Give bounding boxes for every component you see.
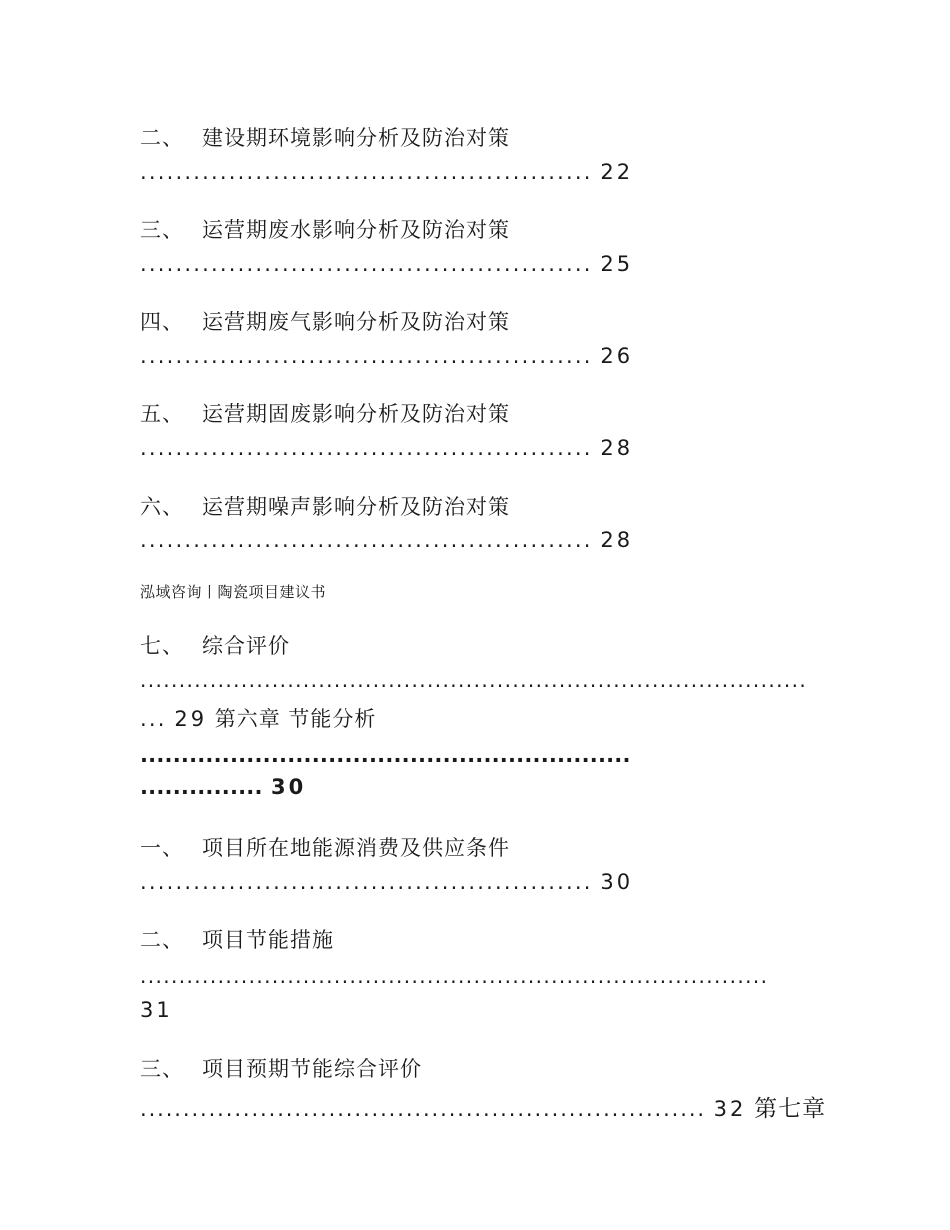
leader-dots: ................................................... [140, 528, 593, 552]
toc-leader-row [140, 870, 633, 894]
page-number: 26 [600, 344, 634, 368]
toc-leader-row [140, 775, 306, 799]
toc-entry-energy-evaluation[interactable] [140, 1053, 422, 1083]
entry-number: 六、 [140, 495, 184, 519]
entry-number: 一、 [140, 836, 184, 860]
toc-leader-row [140, 964, 768, 988]
toc-leader-row [140, 703, 376, 733]
toc-leader-row [140, 528, 633, 552]
toc-entry-noise[interactable] [140, 491, 510, 521]
page-number: 30 [600, 870, 634, 894]
leader-dots: ................................................... [140, 870, 593, 894]
entry-number: 二、 [140, 126, 184, 150]
entry-title: 运营期废气影响分析及防治对策 [202, 310, 510, 334]
entry-number: 五、 [140, 402, 184, 426]
leader-dots: ............... [140, 775, 263, 799]
page-number: 28 [600, 528, 634, 552]
leader-dots: .................................................................. [140, 1097, 706, 1121]
entry-title: 综合评价 [202, 634, 290, 658]
toc-entry-solid-waste[interactable] [140, 398, 510, 428]
toc-leader-row [140, 1090, 826, 1123]
page-number: 30 [270, 775, 307, 799]
entry-number: 七、 [140, 634, 184, 658]
entry-number: 四、 [140, 310, 184, 334]
entry-title: 项目所在地能源消费及供应条件 [202, 836, 510, 860]
toc-leader-row [140, 252, 633, 276]
leader-dots: ................................................................................. [140, 964, 769, 988]
page-number: 22 [600, 160, 634, 184]
toc-leader-row [140, 436, 633, 460]
toc-leader-row [140, 160, 633, 184]
toc-entry-energy-measures[interactable] [140, 924, 334, 954]
page-number: 25 [600, 252, 634, 276]
page-number: 29 [174, 707, 208, 731]
entry-title: 项目节能措施 [202, 928, 334, 952]
page-header: 泓域咨询丨陶瓷项目建议书 [140, 583, 327, 601]
leader-dots: ... [140, 707, 167, 731]
chapter-title[interactable]: 第六章 节能分析 [214, 707, 377, 731]
leader-dots: ............................................................ [140, 743, 631, 767]
leader-dots: ................................................... [140, 160, 593, 184]
leader-dots: ................................................... [140, 436, 593, 460]
page-number: 32 [713, 1097, 747, 1121]
leader-dots: ...................................................................................... [140, 668, 808, 692]
toc-entry-energy-conditions[interactable] [140, 832, 510, 862]
entry-number: 三、 [140, 218, 184, 242]
leader-dots: ................................................... [140, 252, 593, 276]
toc-leader-row [140, 743, 631, 767]
page-number: 31 [140, 998, 173, 1022]
entry-title: 项目预期节能综合评价 [202, 1057, 422, 1081]
toc-entry-construction-env[interactable] [140, 122, 510, 152]
entry-number: 三、 [140, 1057, 184, 1081]
toc-leader-row [140, 344, 633, 368]
leader-dots: ................................................... [140, 344, 593, 368]
entry-title: 运营期噪声影响分析及防治对策 [202, 495, 510, 519]
toc-leader-row [140, 668, 807, 692]
toc-entry-overall-evaluation[interactable] [140, 630, 290, 660]
entry-title: 建设期环境影响分析及防治对策 [202, 126, 510, 150]
entry-number: 二、 [140, 928, 184, 952]
entry-title: 运营期固废影响分析及防治对策 [202, 402, 510, 426]
page-number: 28 [600, 436, 634, 460]
toc-entry-wastewater[interactable] [140, 214, 510, 244]
toc-entry-exhaust[interactable] [140, 306, 510, 336]
chapter-title[interactable]: 第七章 [754, 1096, 827, 1122]
entry-title: 运营期废水影响分析及防治对策 [202, 218, 510, 242]
